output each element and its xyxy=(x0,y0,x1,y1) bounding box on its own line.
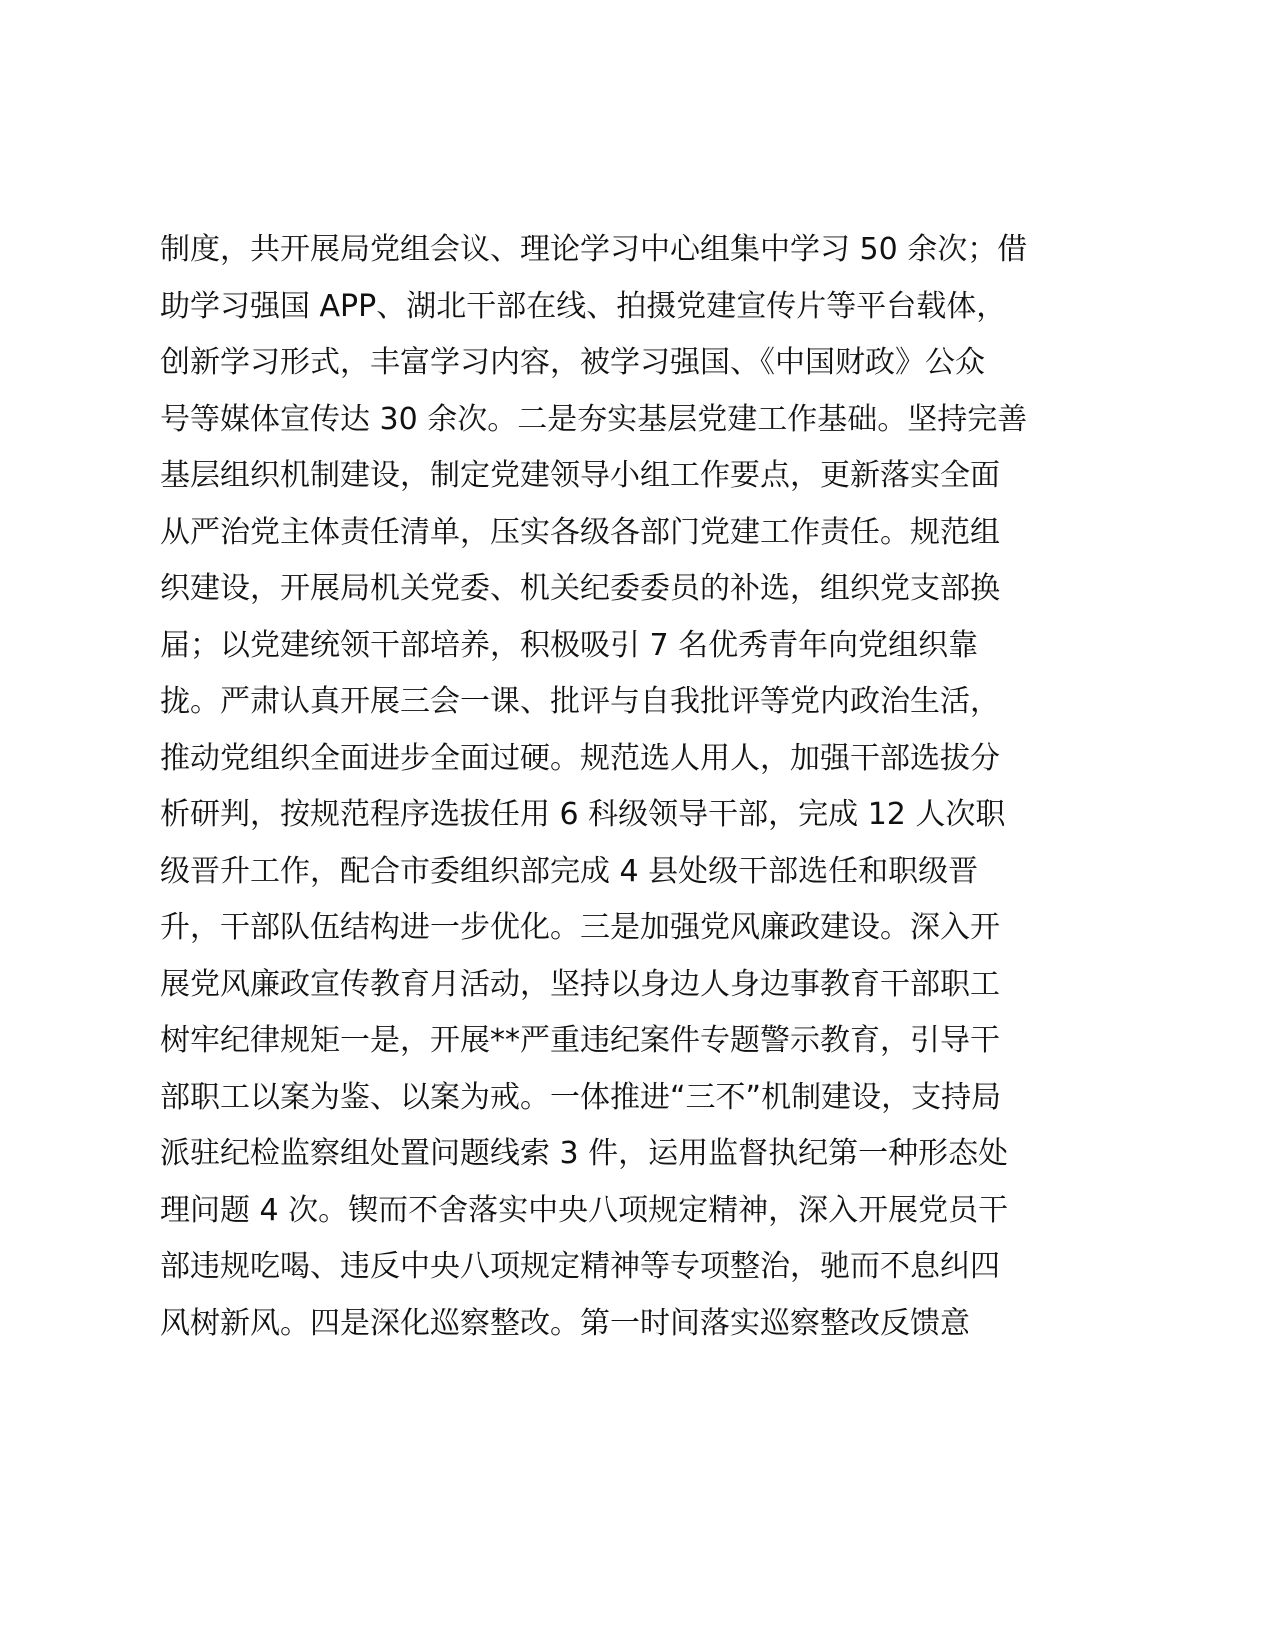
text-line: 基层组织机制建设，制定党建领导小组工作要点，更新落实全面 xyxy=(160,458,1000,493)
text-line: 号等媒体宣传达 30 余次。二是夯实基层党建工作基础。坚持完善 xyxy=(160,401,1028,437)
text-line: 部违规吃喝、违反中央八项规定精神等专项整治，驰而不息纠四 xyxy=(160,1249,1000,1284)
text-line: 创新学习形式，丰富学习内容，被学习强国、《中国财政》公众 xyxy=(160,345,985,380)
text-line: 部职工以案为鉴、以案为戒。一体推进“三不”机制建设，支持局 xyxy=(160,1079,1002,1115)
text-line: 派驻纪检监察组处置问题线索 3 件，运用监督执纪第一种形态处 xyxy=(160,1136,1009,1171)
text-line: 理问题 4 次。锲而不舍落实中央八项规定精神，深入开展党员干 xyxy=(160,1192,1009,1228)
text-line: 树牢纪律规矩一是，开展**严重违纪案件专题警示教育，引导干 xyxy=(160,1023,1000,1058)
text-line: 织建设，开展局机关党委、机关纪委委员的补选，组织党支部换 xyxy=(160,571,1000,606)
text-line: 拢。严肃认真开展三会一课、批评与自我批评等党内政治生活， xyxy=(160,684,1000,719)
text-line: 届；以党建统领干部培养，积极吸引 7 名优秀青年向党组织靠 xyxy=(160,627,979,663)
text-line: 助学习强国 APP、湖北干部在线、拍摄党建宣传片等平台载体， xyxy=(160,288,1007,324)
text-line: 从严治党主体责任清单，压实各级各部门党建工作责任。规范组 xyxy=(160,514,1000,550)
text-line: 展党风廉政宣传教育月活动，坚持以身边人身边事教育干部职工 xyxy=(160,966,1000,1002)
text-line: 推动党组织全面进步全面过硬。规范选人用人，加强干部选拔分 xyxy=(160,740,1000,776)
text-line: 升，干部队伍结构进一步优化。三是加强党风廉政建设。深入开 xyxy=(160,910,1000,945)
text-line: 风树新风。四是深化巡察整改。第一时间落实巡察整改反馈意 xyxy=(160,1305,970,1341)
text-line: 级晋升工作，配合市委组织部完成 4 县处级干部选任和职级晋 xyxy=(160,853,979,889)
text-line: 制度，共开展局党组会议、理论学习中心组集中学习 50 余次；借 xyxy=(160,232,1028,267)
text-line: 析研判，按规范程序选拔任用 6 科级领导干部，完成 12 人次职 xyxy=(160,797,1006,832)
body-text xyxy=(160,222,1120,1352)
